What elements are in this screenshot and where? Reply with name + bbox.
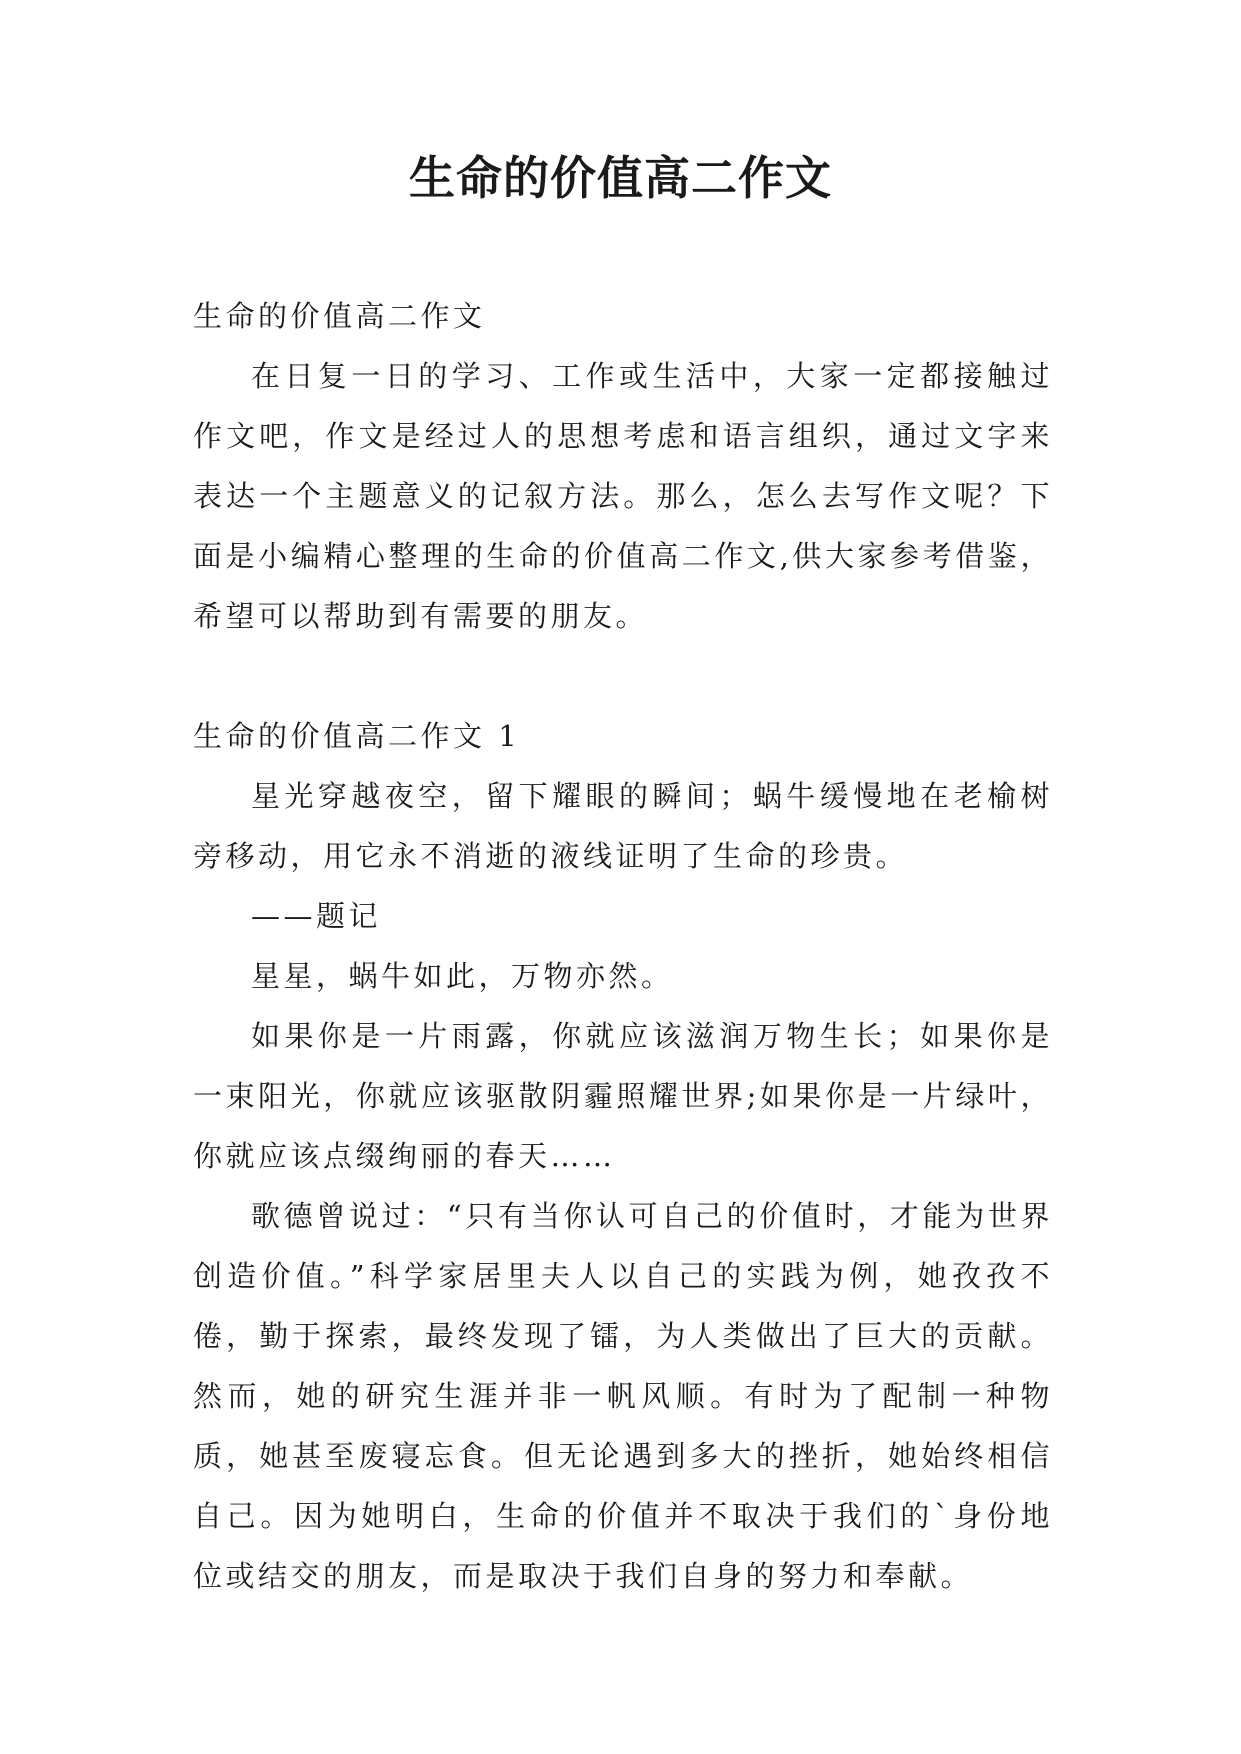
section-spacer	[193, 646, 1053, 706]
document-body	[193, 286, 1053, 1606]
essay-paragraph-1: 星光穿越夜空，留下耀眼的瞬间；蜗牛缓慢地在老榆树旁移动，用它永不消逝的液线证明了生命的珍贵。	[193, 779, 1053, 873]
epigraph-attribution: ——题记	[251, 899, 382, 933]
intro-heading: 生命的价值高二作文	[193, 299, 486, 333]
essay-paragraph-3: 如果你是一片雨露，你就应该滋润万物生长；如果你是一束阳光，你就应该驱散阴霾照耀世界;如果你是一片绿叶，你就应该点缀绚丽的春天……	[193, 1019, 1053, 1173]
essay-heading: 生命的价值高二作文 1	[193, 719, 521, 753]
intro-paragraph: 在日复一日的学习、工作或生活中，大家一定都接触过作文吧，作文是经过人的思想考虑和语言组织，通过文字来表达一个主题意义的记叙方法。那么，怎么去写作文呢？下面是小编精心整理的生命的价值高二作文,供大家参考借鉴，希望可以帮助到有需要的朋友。	[193, 359, 1053, 633]
essay-paragraph-4: 歌德曾说过：“只有当你认可自己的价值时，才能为世界创造价值。”科学家居里夫人以自己的实践为例，她孜孜不倦，勤于探索，最终发现了镭，为人类做出了巨大的贡献。然而，她的研究生涯并非一帆风顺。有时为了配制一种物质，她甚至废寝忘食。但无论遇到多大的挫折，她始终相信自己。因为她明白，生命的价值并不取决于我们的`身份地位或结交的朋友，而是取决于我们自身的努力和奉献。	[193, 1199, 1053, 1593]
document-title: 生命的价值高二作文	[409, 151, 832, 205]
essay-paragraph-2: 星星，蜗牛如此，万物亦然。	[251, 959, 674, 993]
